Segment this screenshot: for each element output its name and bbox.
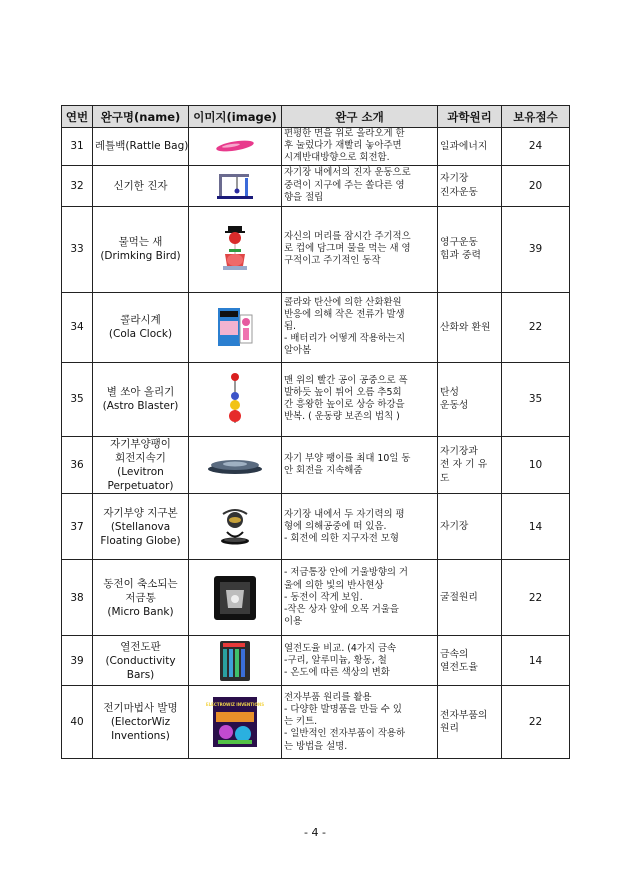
toy-name <box>93 128 189 166</box>
toy-name-line: (Micro Bank) <box>107 605 174 618</box>
description-line: 콜라와 탄산에 의한 산화환원 <box>284 296 402 308</box>
science-principle <box>438 686 502 759</box>
rattle-bag-image <box>189 128 282 166</box>
owned-count: 22 <box>502 292 570 362</box>
principle-line: 일과에너지 <box>440 140 488 152</box>
header-no: 연번 <box>62 106 93 128</box>
principle-line: 영구운동 <box>440 236 478 248</box>
toy-name <box>93 292 189 362</box>
toy-name <box>93 686 189 759</box>
toy-name-line: 물먹는 새 <box>118 235 163 248</box>
owned-count: 22 <box>502 560 570 636</box>
description-line: 안 회전을 지속해줌 <box>284 465 363 476</box>
description-line: 는 키트. <box>284 716 318 728</box>
toy-name <box>93 165 189 206</box>
principle-line: 진자운동 <box>440 186 478 198</box>
table-row <box>62 206 570 292</box>
table-row <box>62 292 570 362</box>
description-line: -작은 상자 앞에 오목 거울을 <box>284 603 399 615</box>
description-line: 열전도율 비교. (4가지 금속 <box>284 642 397 654</box>
toy-name <box>93 362 189 436</box>
header-description: 완구 소개 <box>282 106 438 128</box>
toy-name-line: Bars) <box>126 668 155 681</box>
principle-line: 열전도율 <box>440 661 478 673</box>
table-row <box>62 560 570 636</box>
principle-line: 도 <box>440 472 450 484</box>
toy-name <box>93 436 189 494</box>
principle-line: 자기장 <box>440 173 469 185</box>
header-count: 보유점수 <box>502 106 570 128</box>
science-principle <box>438 206 502 292</box>
description-line: 향을 절립 <box>284 191 324 203</box>
drinking-bird-image <box>189 206 282 292</box>
description-line: 됨. <box>284 321 297 333</box>
toy-name <box>93 206 189 292</box>
toy-name-line: (Astro Blaster) <box>102 400 179 413</box>
row-number: 31 <box>62 128 93 166</box>
principle-line: 전 자 기 유 <box>440 459 488 471</box>
toy-name-line: 전기마법사 발명 <box>103 702 178 715</box>
toy-name-line: 콜라시계 <box>120 313 161 326</box>
page-number: - 4 - <box>304 826 326 839</box>
toy-name-line: (Stellanova <box>110 520 171 533</box>
principle-line: 자기장 <box>440 521 469 533</box>
toy-description <box>282 165 438 206</box>
toy-description <box>282 494 438 560</box>
toy-name-line: (ElectorWiz <box>110 716 171 729</box>
toy-inventory-table <box>61 105 570 759</box>
description-line: 울에 의한 빛의 반사현상 <box>284 579 384 591</box>
science-principle <box>438 292 502 362</box>
owned-count: 24 <box>502 128 570 166</box>
description-line: 알아봄 <box>284 345 312 357</box>
science-principle <box>438 560 502 636</box>
row-number: 37 <box>62 494 93 560</box>
toy-description <box>282 292 438 362</box>
description-line: 편평한 면을 위로 올라오게 한 <box>284 128 405 139</box>
description-line: 발하듯 높이 튀어 오름 추5회 <box>284 386 402 398</box>
science-principle <box>438 362 502 436</box>
science-principle <box>438 494 502 560</box>
toy-description <box>282 362 438 436</box>
toy-name-line: 동전이 축소되는 <box>103 577 178 590</box>
description-line: 자신의 머리를 잠시간 주기적으 <box>284 230 411 242</box>
row-number: 35 <box>62 362 93 436</box>
description-line: 자기장 내에서의 진자 운동으로 <box>284 167 411 179</box>
header-name: 완구명(name) <box>93 106 189 128</box>
principle-line: 굴절원리 <box>440 592 478 604</box>
description-line: - 일반적인 전자부품이 작용하 <box>284 728 405 740</box>
table-row <box>62 362 570 436</box>
description-line: 반응에 의해 작은 전류가 발생 <box>284 308 405 320</box>
description-line: 는 방법을 설명. <box>284 740 348 752</box>
owned-count: 39 <box>502 206 570 292</box>
description-line: - 온도에 따른 색상의 변화 <box>284 666 390 678</box>
toy-name-line: (Cola Clock) <box>108 328 173 341</box>
header-principle: 과학원리 <box>438 106 502 128</box>
description-line: 구적이고 주기적인 동작 <box>284 255 381 267</box>
description-line: 반복. ( 운동량 보존의 법칙 ) <box>284 411 400 423</box>
row-number: 38 <box>62 560 93 636</box>
science-principle <box>438 636 502 686</box>
toy-name-line: 자기부양팽이 <box>110 437 171 450</box>
toy-name-line: 별 쏘아 올리기 <box>106 385 175 398</box>
row-number: 36 <box>62 436 93 494</box>
row-number: 33 <box>62 206 93 292</box>
principle-line: 산화와 환원 <box>440 321 491 333</box>
row-number: 32 <box>62 165 93 206</box>
electowiz-inventions-image <box>189 686 282 759</box>
description-line: - 회전에 의한 지구자전 모형 <box>284 532 399 544</box>
science-principle <box>438 165 502 206</box>
principle-line: 전자부품의 <box>440 710 488 722</box>
description-line: 형에 의해공중에 떠 있음. <box>284 520 387 532</box>
toy-name-line: (Conductivity <box>105 654 176 667</box>
table-row <box>62 128 570 166</box>
science-principle <box>438 436 502 494</box>
description-line: 맨 위의 빨간 공이 공중으로 폭 <box>284 374 408 386</box>
principle-line: 운동성 <box>440 400 469 412</box>
owned-count: 14 <box>502 494 570 560</box>
description-line: 이용 <box>284 616 303 628</box>
description-line: - 동전이 작게 보임. <box>284 591 363 603</box>
row-number: 40 <box>62 686 93 759</box>
principle-line: 금속의 <box>440 648 469 660</box>
table-row <box>62 436 570 494</box>
toy-description <box>282 206 438 292</box>
cola-clock-image <box>189 292 282 362</box>
description-line: - 저금통장 안에 거울방향의 거 <box>284 567 408 579</box>
toy-name-line: 저금통 <box>125 591 156 604</box>
toy-name-line: (Drimking Bird) <box>100 250 181 263</box>
table-row <box>62 686 570 759</box>
row-number: 39 <box>62 636 93 686</box>
owned-count: 22 <box>502 686 570 759</box>
owned-count: 20 <box>502 165 570 206</box>
toy-name-line: 신기한 진자 <box>113 179 168 192</box>
row-number: 34 <box>62 292 93 362</box>
header-image: 이미지(image) <box>189 106 282 128</box>
description-line: 전자부품 원리를 활용 <box>284 691 372 703</box>
toy-description <box>282 636 438 686</box>
toy-name-line: Perpetuator) <box>107 480 174 493</box>
description-line: 자기장 내에서 두 자기력의 평 <box>284 508 405 520</box>
toy-name-line: 회전지속기 <box>115 451 166 464</box>
table-row <box>62 165 570 206</box>
description-line: -구리, 알루미늄, 황동, 철 <box>284 654 387 666</box>
description-line: 후 눌렀다가 재빨리 놓아주면 <box>284 140 402 152</box>
principle-line: 힘과 중력 <box>440 250 481 262</box>
levitron-image <box>189 436 282 494</box>
owned-count: 35 <box>502 362 570 436</box>
conductivity-bars-image <box>189 636 282 686</box>
principle-line: 탄성 <box>440 386 459 398</box>
owned-count: 14 <box>502 636 570 686</box>
toy-description <box>282 128 438 166</box>
toy-name-line: 레틀백(Rattle Bag) <box>95 140 189 153</box>
description-line: 중력이 지구에 주는 쏠다른 영 <box>284 179 405 191</box>
toy-description <box>282 436 438 494</box>
table-row <box>62 494 570 560</box>
description-line: - 다양한 발명품을 만들 수 있 <box>284 704 402 716</box>
astro-blaster-image <box>189 362 282 436</box>
magnetic-pendulum-image <box>189 165 282 206</box>
toy-name <box>93 494 189 560</box>
principle-line: 원리 <box>440 723 459 735</box>
micro-bank-image <box>189 560 282 636</box>
principle-line: 자기장과 <box>440 446 478 458</box>
toy-name-line: Inventions) <box>111 730 170 743</box>
description-line: 간 흥왕한 높이로 상승 하강을 <box>284 399 405 411</box>
floating-globe-image <box>189 494 282 560</box>
toy-name-line: (Levitron <box>117 466 164 478</box>
table-header-row <box>62 106 570 128</box>
science-principle <box>438 128 502 166</box>
toy-name <box>93 636 189 686</box>
toy-description <box>282 560 438 636</box>
owned-count: 10 <box>502 436 570 494</box>
toy-name <box>93 560 189 636</box>
toy-description <box>282 686 438 759</box>
toy-name-line: 열전도판 <box>120 640 161 653</box>
box-brand-text: ELECTROWIZ INVENTIONS <box>205 702 265 708</box>
toy-name-line: 자기부양 지구본 <box>103 506 178 519</box>
toy-name-line: Floating Globe) <box>100 534 181 547</box>
description-line: 시계반대방향으로 회전함. <box>284 152 390 164</box>
description-line: - 배터리가 어떻게 작용하는지 <box>284 333 405 345</box>
description-line: 자기 부양 팽이를 최대 10일 동 <box>284 452 411 464</box>
table-row <box>62 636 570 686</box>
description-line: 로 컵에 담그며 물을 먹는 새 영 <box>284 243 411 255</box>
